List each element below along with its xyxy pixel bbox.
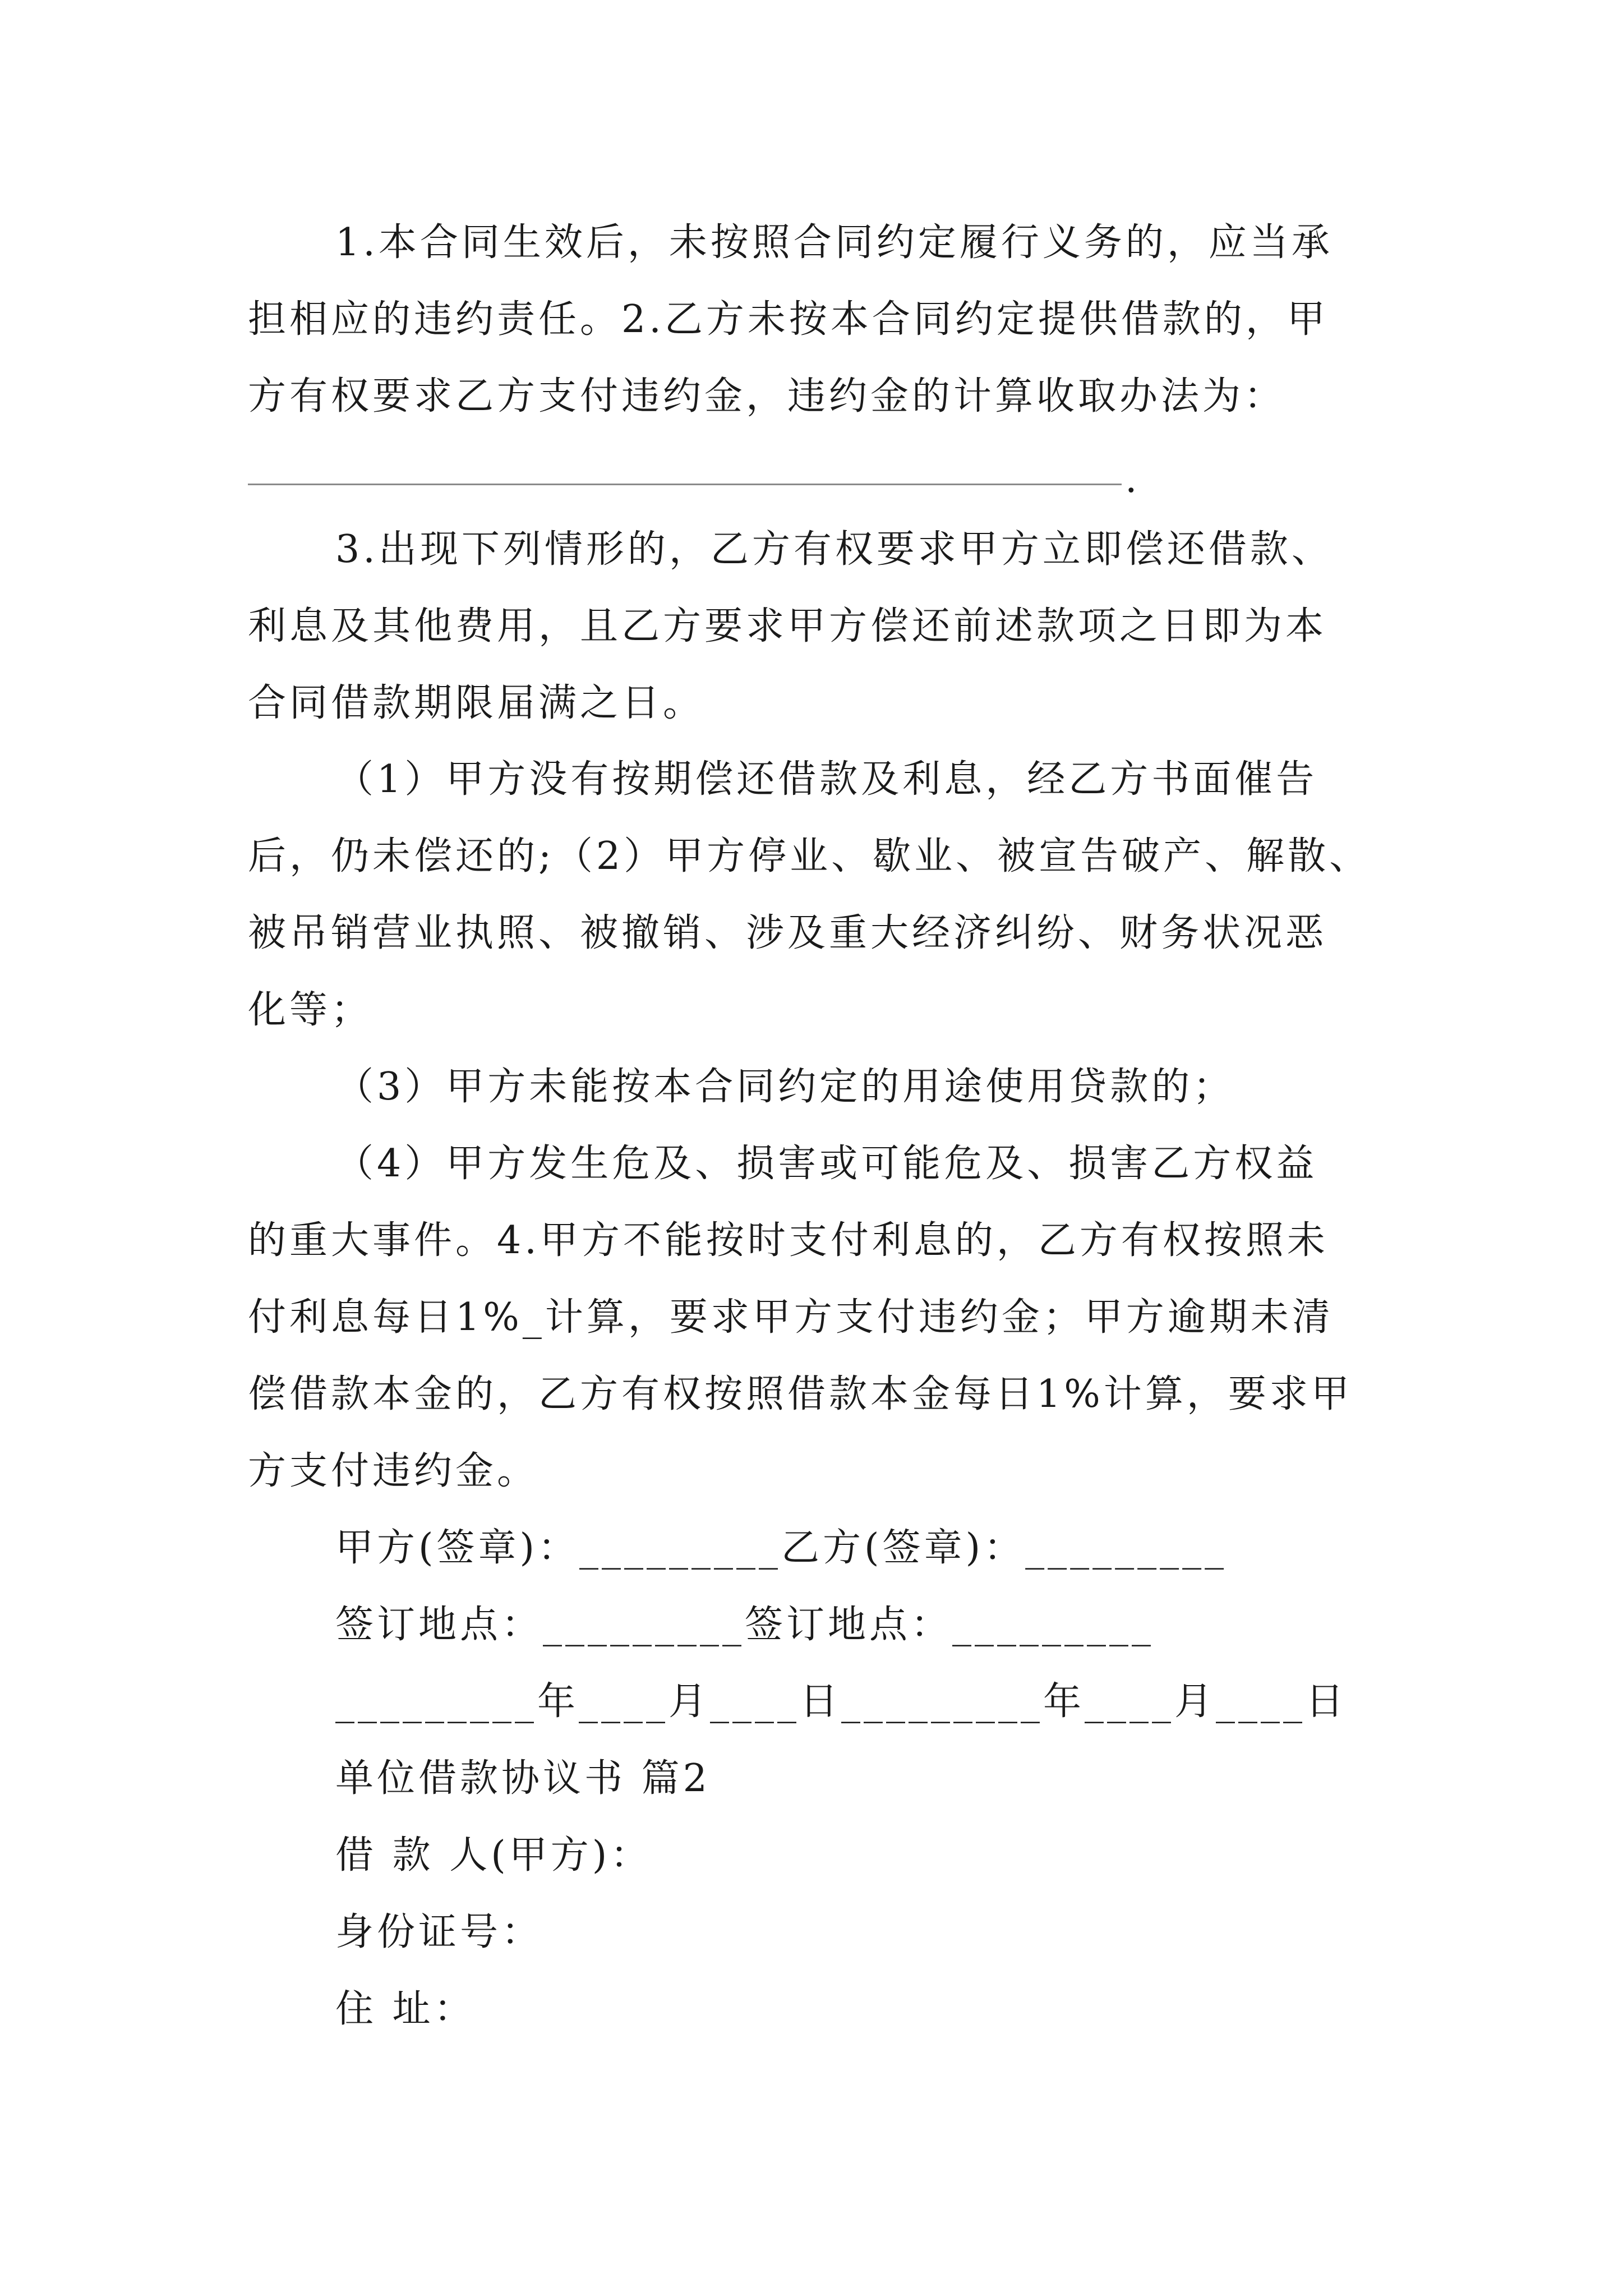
paragraph-line: 1.本合同生效后，未按照合同约定履行义务的，应当承 [335, 220, 1333, 265]
paragraph-line: 担相应的违约责任。2.乙方未按本合同约定提供借款的，甲 [248, 297, 1329, 342]
paragraph-line: （4）甲方发生危及、损害或可能危及、损害乙方权益 [335, 1142, 1318, 1186]
paragraph-line: （3）甲方未能按本合同约定的用途使用贷款的； [335, 1065, 1235, 1109]
paragraph-line: 合同借款期限届满之日。 [248, 681, 705, 725]
address-field: 住 址： [335, 1987, 476, 2031]
id-number-field: 身份证号： [335, 1910, 543, 1954]
paragraph-line: 偿借款本金的，乙方有权按照借款本金每日1%计算，要求甲 [248, 1372, 1353, 1416]
paragraph-line: 付利息每日1%_计算，要求甲方支付违约金；甲方逾期未清 [248, 1295, 1334, 1340]
paragraph-line: 利息及其他费用，且乙方要求甲方偿还前述款项之日即为本 [248, 604, 1327, 648]
fill-in-blank-line [248, 484, 1122, 485]
paragraph-line: 方支付违约金。 [248, 1449, 539, 1493]
signature-line: 甲方(签章)：_________乙方(签章)：_________ [335, 1526, 1228, 1570]
paragraph-line: 后，仍未偿还的;（2）甲方停业、歇业、被宣告破产、解散、 [248, 834, 1371, 878]
date-line: _________年____月____日_________年____月____日 [335, 1680, 1348, 1724]
paragraph-line: 被吊销营业执照、被撤销、涉及重大经济纠纷、财务状况恶 [248, 911, 1327, 955]
paragraph-line: 方有权要求乙方支付违约金，违约金的计算收取办法为： [248, 374, 1286, 418]
signing-place-line: 签订地点：_________签订地点：_________ [335, 1603, 1155, 1647]
section-title: 单位借款协议书 篇2 [335, 1756, 711, 1801]
paragraph-line: 化等； [248, 988, 373, 1032]
paragraph-line: （1）甲方没有按期偿还借款及利息，经乙方书面催告 [335, 757, 1318, 802]
paragraph-line: 3.出现下列情形的，乙方有权要求甲方立即偿还借款、 [335, 527, 1333, 572]
blank-line-end: . [1125, 457, 1137, 501]
paragraph-line: 的重大事件。4.甲方不能按时支付利息的，乙方有权按照未 [248, 1218, 1329, 1263]
borrower-field: 借 款 人(甲方)： [335, 1833, 652, 1878]
